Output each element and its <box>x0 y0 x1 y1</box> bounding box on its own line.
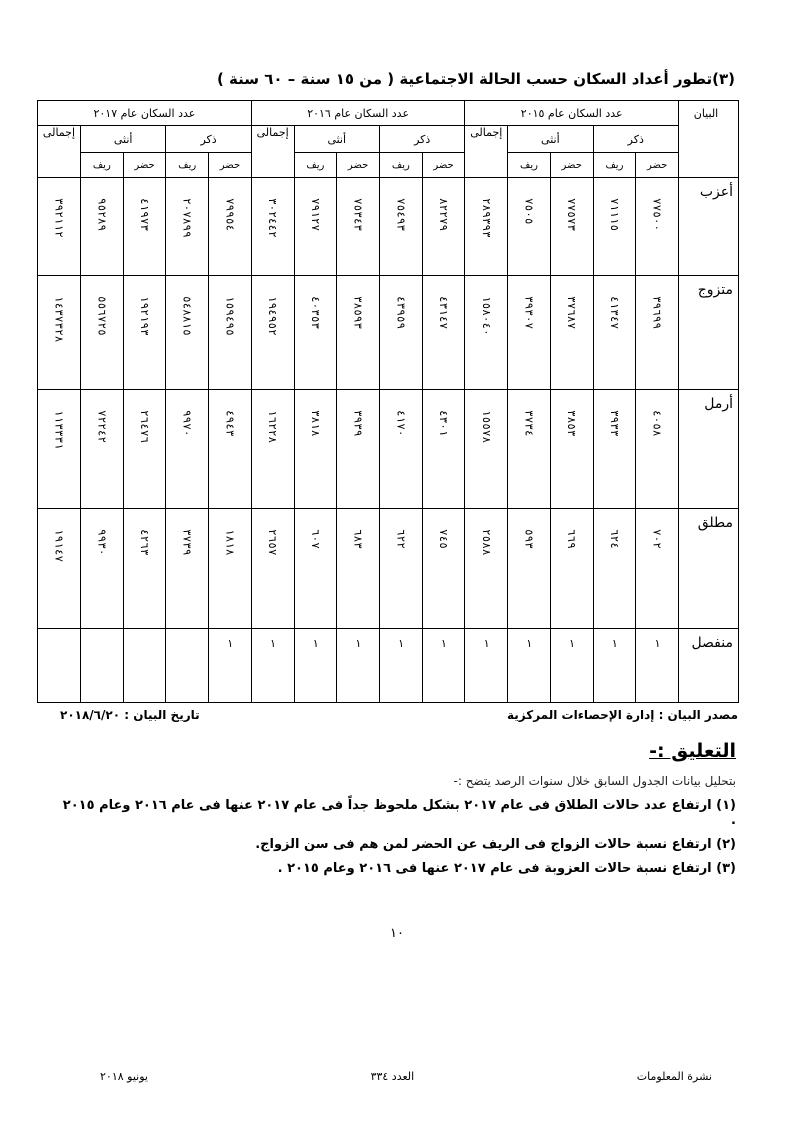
table-cell <box>379 390 422 509</box>
cell-value: ١٨١٨ <box>223 529 237 556</box>
cell-value: ١٥٨٠٤٠ <box>479 296 493 336</box>
table-cell <box>123 178 166 276</box>
table-cell <box>209 390 252 509</box>
cell-value: ٤٢٦٣ <box>138 529 152 556</box>
table-cell <box>294 276 337 390</box>
comment-intro: بتحليل بيانات الجدول السابق خلال سنوات الرصد يتضح :- <box>453 774 736 788</box>
comment-point: (٣) ارتفاع نسبة حالات العزوبة فى عام ٢٠١٧ عنها فى ٢٠١٦ وعام ٢٠١٥ . <box>277 861 736 876</box>
cell-value: ٧٥٤٩٣ <box>394 198 408 232</box>
comment-points <box>56 798 736 885</box>
comment-point: (١) ارتفاع عدد حالات الطلاق فى عام ٢٠١٧ بشكل ملحوظ جداً فى عام ٢٠١٧ عنها فى عام ٢٠١٦ وعام ٢٠١٥ . <box>62 798 736 828</box>
cell-value: ١ <box>440 637 447 650</box>
cell-value: ٣٨٥٩٣ <box>351 296 365 330</box>
cell-value: ٧٧٥٠٠ <box>650 198 664 232</box>
table-cell <box>337 276 380 390</box>
row-label: مطلق <box>679 509 739 629</box>
table-cell <box>251 276 294 390</box>
table-cell <box>508 509 551 629</box>
rural-header: ريف <box>80 153 123 178</box>
cell-value: ٩٥٢٨٩ <box>95 198 109 232</box>
table-cell <box>123 509 166 629</box>
table-cell <box>422 390 465 509</box>
cell-value: ٦٢٢ <box>394 529 408 549</box>
cell-value: ١٥٥٧٨ <box>479 410 493 444</box>
table-cell <box>636 390 679 509</box>
cell-value: ٤١٧٠ <box>394 410 408 437</box>
cell-value: ١٤٣٧٣٢٨ <box>52 296 66 343</box>
urban-header: حضر <box>636 153 679 178</box>
cell-value: ٤٣١٤٧ <box>437 296 451 330</box>
cell-value: ١٦٢٢٨ <box>266 410 280 444</box>
cell-value: ١١٣٣٣١ <box>52 410 66 450</box>
footer-date: يونيو ٢٠١٨ <box>100 1070 148 1083</box>
table-cell <box>508 178 551 276</box>
table-cell <box>251 629 294 703</box>
cell-value: ٣٩٢١١٢ <box>52 198 66 238</box>
table-cell <box>593 276 636 390</box>
total-header: إجمالى <box>251 126 294 178</box>
cell-value: ٧٩٩٥٤ <box>223 198 237 232</box>
table-cell <box>38 276 81 390</box>
table-cell <box>379 509 422 629</box>
table-cell <box>38 390 81 509</box>
cell-value: ١ <box>269 637 276 650</box>
cell-value: ١٩١٤٧ <box>52 529 66 563</box>
page-number: ١٠ <box>390 926 404 941</box>
cell-value: ٩٩٧٠ <box>180 410 194 437</box>
data-date: تاريخ البيان : ٢٠١٨/٦/٢٠ <box>60 708 200 722</box>
cell-value: ٧٧٥٧٣ <box>565 198 579 232</box>
gender-female-header: أنثى <box>294 126 379 153</box>
cell-value: ٣٩٣٩ <box>351 410 365 437</box>
source-line <box>60 708 738 722</box>
gender-male-header: ذكر <box>379 126 464 153</box>
table-cell <box>465 509 508 629</box>
gender-female-header: أنثى <box>508 126 593 153</box>
gender-male-header: ذكر <box>593 126 678 153</box>
cell-value: ٧١١١٥ <box>607 198 621 232</box>
table-cell <box>166 509 209 629</box>
urban-header: حضر <box>422 153 465 178</box>
cell-value: ٥٤٨٨١٥ <box>180 296 194 336</box>
year-header-2015: عدد السكان عام ٢٠١٥ <box>465 101 679 126</box>
cell-value: ١ <box>354 637 362 650</box>
cell-value: ٧٢٢٤٢ <box>95 410 109 444</box>
table-cell <box>508 276 551 390</box>
cell-value: ٤١٩٧٣ <box>138 198 152 232</box>
footer-publication: نشرة المعلومات <box>636 1070 712 1083</box>
table-cell <box>251 390 294 509</box>
table-cell <box>379 276 422 390</box>
table-cell <box>422 276 465 390</box>
cell-value: ٧٥٣٤٣ <box>351 198 365 232</box>
table-row <box>38 509 739 629</box>
table-cell <box>465 629 508 703</box>
table-cell <box>636 509 679 629</box>
cell-value: ٢٥٨٨ <box>479 529 493 556</box>
cell-value: ٢٨٩٣٩٣ <box>479 198 493 238</box>
table-row <box>38 390 739 509</box>
row-label: أرمل <box>679 390 739 509</box>
row-label: أعزب <box>679 178 739 276</box>
year-header-2017: عدد السكان عام ٢٠١٧ <box>38 101 252 126</box>
cell-value: ١ <box>482 637 490 650</box>
cell-value: ٨٢٢٧٩ <box>437 198 451 232</box>
cell-value: ٣٧٣٩ <box>180 529 194 556</box>
cell-value: ٩٩٣٠ <box>95 529 109 556</box>
table-cell <box>38 178 81 276</box>
table-cell <box>422 629 465 703</box>
cell-value: ٣٩٦٩٩ <box>650 296 664 330</box>
comment-heading: التعليق :- <box>649 740 736 762</box>
table-cell <box>636 276 679 390</box>
table-cell <box>123 629 166 703</box>
table-cell <box>80 178 123 276</box>
cell-value: ٣٧٣٤ <box>522 410 536 437</box>
cell-value: ٤٩٤٣ <box>223 410 237 437</box>
table-cell <box>508 390 551 509</box>
cell-value: ٦٨٣ <box>351 529 365 549</box>
table-row <box>38 629 739 703</box>
population-table <box>37 100 739 703</box>
cell-value: ١ <box>611 637 618 650</box>
gender-female-header: أنثى <box>80 126 165 153</box>
table-cell <box>38 629 81 703</box>
cell-value: ٤٣٩٥٩ <box>394 296 408 330</box>
cell-value: ٢٦٤٧٦ <box>138 410 152 444</box>
table-cell <box>422 509 465 629</box>
table-cell <box>550 178 593 276</box>
cell-value: ٤١٣٤٧ <box>607 296 621 330</box>
table-cell <box>294 178 337 276</box>
table-cell <box>80 390 123 509</box>
table-cell <box>166 390 209 509</box>
table-cell <box>550 509 593 629</box>
cell-value: ١ <box>397 637 405 650</box>
cell-value: ٣٩٣٠٧ <box>522 296 536 330</box>
rural-header: ريف <box>379 153 422 178</box>
urban-header: حضر <box>550 153 593 178</box>
page-title: (٣)تطور أعداد السكان حسب الحالة الاجتماعية ( من ١٥ سنة – ٦٠ سنة ) <box>216 70 735 88</box>
cell-value: ٣٨١٨ <box>308 410 322 437</box>
table-cell <box>80 629 123 703</box>
cell-value: ٣٠٢٤٤٢ <box>266 198 280 238</box>
cell-value: ٣٧٦٨٧ <box>565 296 579 330</box>
cell-value: ٤٠٣٥٣ <box>308 296 322 330</box>
cell-value: ١٩٤٩٥٢ <box>266 296 280 336</box>
table-cell <box>593 509 636 629</box>
cell-value: ٧٠٢ <box>650 529 664 549</box>
table-cell <box>123 390 166 509</box>
rural-header: ريف <box>593 153 636 178</box>
cell-value: ٦٢٤ <box>607 529 621 549</box>
table-cell <box>636 629 679 703</box>
cell-value: ٤٣٠١ <box>437 410 451 437</box>
table-cell <box>508 629 551 703</box>
cell-value: ١٩٢١٩٣ <box>138 296 152 336</box>
row-label: منفصل <box>679 629 739 703</box>
urban-header: حضر <box>123 153 166 178</box>
row-label: متزوج <box>679 276 739 390</box>
table-cell <box>550 276 593 390</box>
table-cell <box>593 178 636 276</box>
table-cell <box>80 509 123 629</box>
table-cell <box>465 276 508 390</box>
cell-value: ٣٩٣٣ <box>607 410 621 437</box>
cell-value: ٢٦٥٧ <box>266 529 280 556</box>
table-cell <box>593 629 636 703</box>
table-cell <box>123 276 166 390</box>
table-cell <box>294 629 337 703</box>
cell-value: ١ <box>226 637 234 650</box>
cell-value: ٦٠٧ <box>308 529 322 549</box>
cell-value: ٣٨٥٣ <box>565 410 579 437</box>
rural-header: ريف <box>166 153 209 178</box>
table-cell <box>209 178 252 276</box>
cell-value: ٤٠٥٨ <box>650 410 664 437</box>
cell-value: ٧٥٠٥ <box>522 198 536 225</box>
rural-header: ريف <box>508 153 551 178</box>
table-cell <box>379 629 422 703</box>
total-header: إجمالى <box>38 126 81 178</box>
cell-value: ٦٦٩ <box>565 529 579 549</box>
year-header-2016: عدد السكان عام ٢٠١٦ <box>251 101 465 126</box>
table-cell <box>209 276 252 390</box>
cell-value: ١ <box>653 637 661 650</box>
table-cell <box>251 178 294 276</box>
table-cell <box>337 178 380 276</box>
table-cell <box>294 390 337 509</box>
table-row <box>38 178 739 276</box>
table-cell <box>550 629 593 703</box>
table-cell <box>166 629 209 703</box>
table-cell <box>209 629 252 703</box>
cell-value: ٥٥٦٧٢٥ <box>95 296 109 336</box>
cell-value: ١ <box>312 637 319 650</box>
table-cell <box>251 509 294 629</box>
table-cell <box>422 178 465 276</box>
table-cell <box>379 178 422 276</box>
table-cell <box>465 178 508 276</box>
table-row <box>38 276 739 390</box>
cell-value: ١٥٩٤٩٥ <box>223 296 237 336</box>
footer-issue: العدد ٣٣٤ <box>370 1070 415 1083</box>
gender-male-header: ذكر <box>166 126 251 153</box>
footer <box>100 1070 712 1083</box>
table-cell <box>166 276 209 390</box>
table-cell <box>593 390 636 509</box>
rural-header: ريف <box>294 153 337 178</box>
cell-value: ٧٤٥ <box>437 529 451 549</box>
source-text: مصدر البيان : إدارة الإحصاءات المركزية <box>506 708 738 722</box>
table-cell <box>294 509 337 629</box>
table-cell <box>337 509 380 629</box>
table-cell <box>80 276 123 390</box>
label-header: البيان <box>679 101 739 178</box>
table-cell <box>337 390 380 509</box>
table-cell <box>337 629 380 703</box>
urban-header: حضر <box>337 153 380 178</box>
cell-value: ١ <box>568 637 576 650</box>
table-cell <box>166 178 209 276</box>
cell-value: ٥٩٣ <box>522 529 536 549</box>
total-header: إجمالى <box>465 126 508 178</box>
table-cell <box>209 509 252 629</box>
cell-value: ٧٩١٢٧ <box>308 198 322 232</box>
table-cell <box>465 390 508 509</box>
comment-point: (٢) ارتفاع نسبة حالات الزواج فى الريف عن الحضر لمن هم فى سن الزواج. <box>255 837 736 852</box>
table-cell <box>550 390 593 509</box>
table-cell <box>38 509 81 629</box>
cell-value: ١ <box>525 637 533 650</box>
urban-header: حضر <box>209 153 252 178</box>
table-cell <box>636 178 679 276</box>
cell-value: ٢٠٧٨٩٩ <box>180 198 194 238</box>
